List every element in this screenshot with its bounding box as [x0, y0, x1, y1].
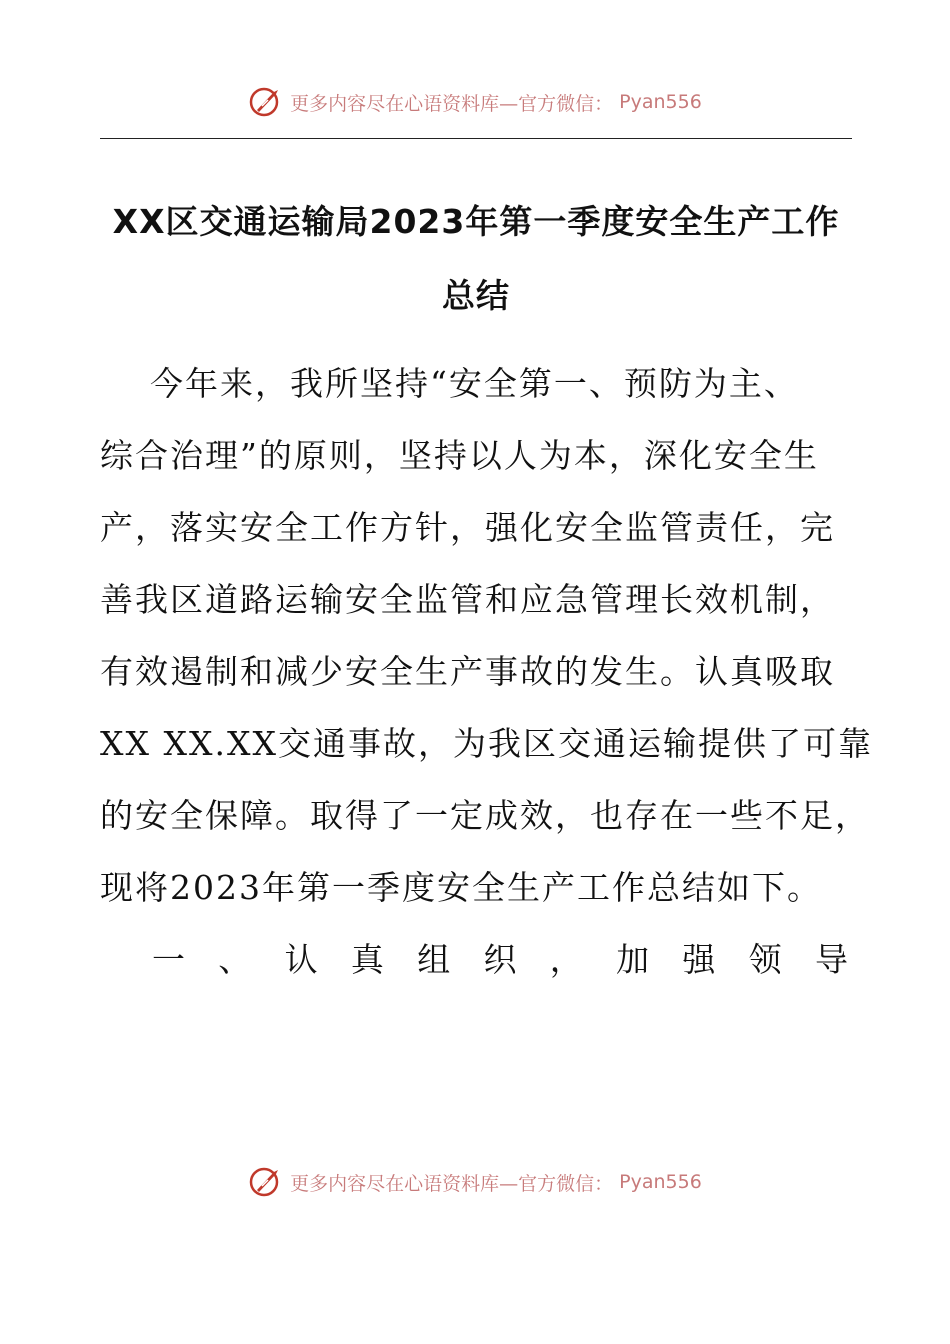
section-heading-char: 织: [483, 940, 519, 979]
title-line-1: XX区交通运输局2023年第一季度安全生产工作: [112, 202, 840, 241]
paragraph-line: 综合治理”的原则，坚持以人为本，深化安全生: [100, 436, 819, 475]
header-watermark: [0, 82, 950, 122]
section-heading-char: 真: [350, 940, 386, 979]
section-heading-char: ，: [549, 940, 585, 979]
paragraph-line: 产，落实安全工作方针，强化安全监管责任，完: [100, 508, 835, 547]
watermark-text: 更多内容尽在心语资料库—官方微信：: [290, 92, 614, 115]
quill-circle-icon: [248, 84, 284, 120]
paragraph-line: XX XX.XX交通事故，为我区交通运输提供了可靠: [100, 724, 873, 763]
watermark-id: Pyan556: [619, 91, 702, 113]
footer-watermark: [0, 1162, 950, 1202]
section-heading-char: 组: [417, 940, 453, 979]
section-heading-char: 认: [284, 940, 320, 979]
paragraph-line: 今年来，我所坚持“安全第一、预防为主、: [150, 364, 799, 403]
section-heading-char: 导: [814, 940, 850, 979]
title-line-2: 总结: [442, 276, 510, 315]
watermark-id: Pyan556: [619, 1171, 702, 1193]
quill-circle-icon: [248, 1164, 284, 1200]
header-divider: [100, 138, 852, 139]
section-heading-char: 强: [682, 940, 718, 979]
section-heading-char: 、: [218, 940, 254, 979]
section-heading: [100, 924, 852, 996]
section-heading-char: 加: [616, 940, 652, 979]
paragraph-line: 有效遏制和减少安全生产事故的发生。认真吸取: [100, 652, 835, 691]
document-title: [100, 185, 852, 333]
paragraph-line: 现将2023年第一季度安全生产工作总结如下。: [100, 868, 822, 907]
paragraph-line: 善我区道路运输安全监管和应急管理长效机制，: [100, 580, 835, 619]
document-body: [100, 348, 873, 996]
section-heading-char: 领: [748, 940, 784, 979]
paragraph-line: 的安全保障。取得了一定成效，也存在一些不足，: [100, 796, 870, 835]
section-heading-char: 一: [152, 940, 187, 979]
watermark-text: 更多内容尽在心语资料库—官方微信：: [290, 1172, 614, 1195]
